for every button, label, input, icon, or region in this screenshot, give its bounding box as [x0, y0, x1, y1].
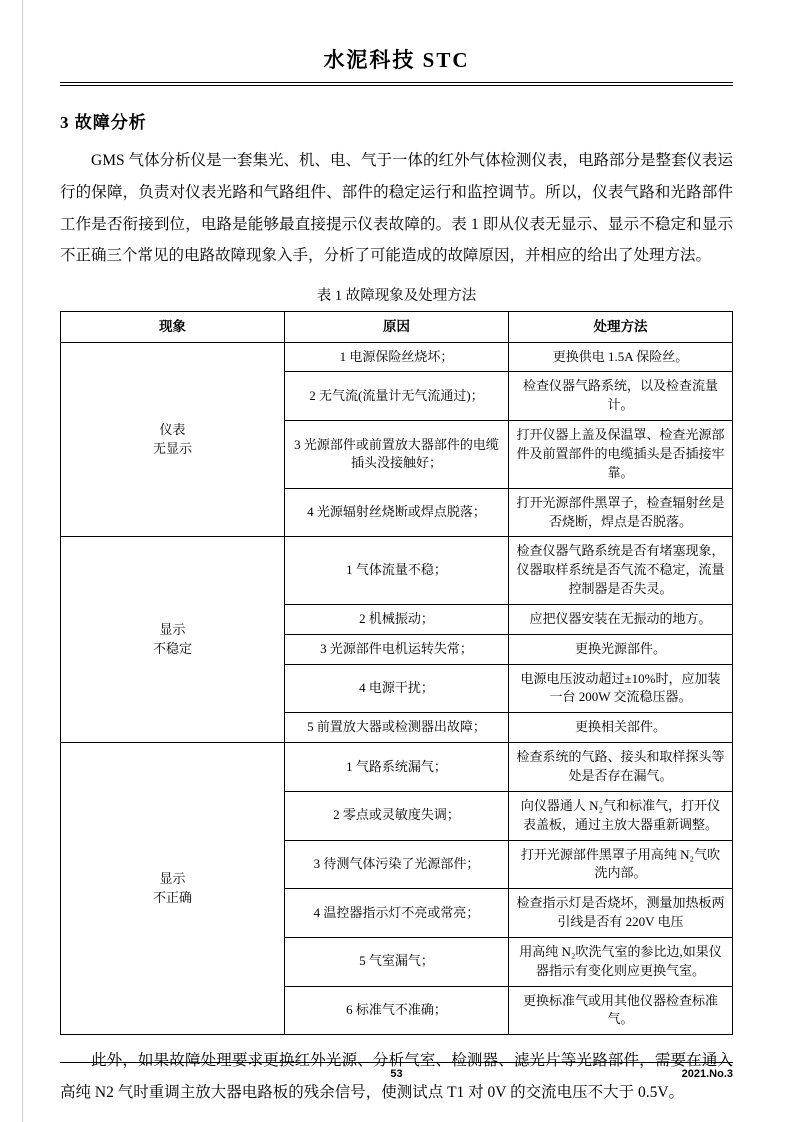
cell-phenomenon: 显示 不稳定: [61, 537, 285, 743]
table-header-phenomenon: 现象: [61, 312, 285, 343]
cell-cause: 1 气路系统漏气；: [285, 743, 509, 792]
cell-cause: 5 气室漏气；: [285, 937, 509, 986]
cell-cause: 3 光源部件或前置放大器部件的电缆插头没接触好；: [285, 421, 509, 489]
header-rule-thick: [60, 82, 733, 83]
cell-phenomenon: 仪表 无显示: [61, 342, 285, 537]
cell-cause: 2 机械振动；: [285, 604, 509, 634]
cell-cause: 3 待测气体污染了光源部件；: [285, 840, 509, 889]
cell-method: 向仪器通人 N₂气和标准气，打开仪表盖板，通过主放大器重新调整。: [509, 791, 733, 840]
cell-cause: 4 光源辐射丝烧断或焊点脱落；: [285, 488, 509, 537]
table-row: [61, 537, 733, 605]
cell-cause: 1 电源保险丝烧坏；: [285, 342, 509, 372]
header-rule-thin: [60, 85, 733, 86]
table-body: [61, 342, 733, 1035]
cell-method: 检查指示灯是否烧坏，测量加热板两引线是否有 220V 电压: [509, 889, 733, 938]
cell-cause: 6 标准气不准确；: [285, 986, 509, 1035]
table-caption: 表 1 故障现象及处理方法: [316, 288, 477, 305]
cell-method: 更换相关部件。: [509, 713, 733, 743]
footer-rule: [60, 1062, 733, 1063]
cell-method: 打开仪器上盖及保温罩、检查光源部件及前置部件的电缆插头是否插接牢靠。: [509, 421, 733, 489]
journal-header-title: 水泥科技 STC: [323, 48, 470, 72]
cell-method: 更换光源部件。: [509, 634, 733, 664]
cell-phenomenon: 显示 不正确: [61, 743, 285, 1035]
cell-method: 应把仪器安装在无振动的地方。: [509, 604, 733, 634]
cell-cause: 3 光源部件电机运转失常；: [285, 634, 509, 664]
cell-method: 检查仪器气路系统是否有堵塞现象，仪器取样系统是否气流不稳定，流量控制器是否失灵。: [509, 537, 733, 605]
fault-table: [60, 311, 733, 1035]
table-row: [61, 342, 733, 372]
cell-method: 打开光源部件黑罩子，检查辐射丝是否烧断，焊点是否脱落。: [509, 488, 733, 537]
cell-cause: 2 零点或灵敏度失调；: [285, 791, 509, 840]
page-content: [60, 44, 733, 1113]
table-header-row: [61, 312, 733, 343]
cell-cause: 2 无气流(流量计无气流通过)；: [285, 372, 509, 421]
cell-cause: 4 温控器指示灯不亮或常亮；: [285, 889, 509, 938]
cell-method: 打开光源部件黑罩子用高纯 N₂气吹洗内部。: [509, 840, 733, 889]
page-left-margin-strip: [0, 0, 23, 1122]
cell-method: 检查仪器气路系统，以及检查流量计。: [509, 372, 733, 421]
cell-method: 检查系统的气路、接头和取样探头等处是否存在漏气。: [509, 743, 733, 792]
footer-issue: 2021.No.3: [681, 1068, 733, 1080]
cell-cause: 5 前置放大器或检测器出故障；: [285, 713, 509, 743]
table-header-method: 处理方法: [509, 312, 733, 343]
page-footer: [60, 1062, 733, 1080]
footer-page-number: 53: [390, 1068, 403, 1080]
closing-paragraph: 此外，如果故障处理要求更换红外光源、分析气室、检测器、滤光片等光路部件，需要在通入高纯 N2 气时重调主放大器电路板的残余信号，使测试点 T1 对 0V 的交流电压不大于 0.5V。: [60, 1052, 733, 1102]
table-header-cause: 原因: [285, 312, 509, 343]
intro-paragraph: GMS 气体分析仪是一套集光、机、电、气于一体的红外气体检测仪表，电路部分是整套仪表运行的保障，负责对仪表光路和气路组件、部件的稳定运行和监控调节。所以，仪表气路和光路部件工作是否衔接到位，电路是能够最直接提示仪表故障的。表 1 即从仪表无显示、显示不稳定和显示不正确三个常见的电路故障现象入手，分析了可能造成的故障原因，并相应的给出了处理方法。: [60, 152, 733, 265]
cell-method: 用高纯 N₂吹洗气室的参比边,如果仪器指示有变化则应更换气室。: [509, 937, 733, 986]
cell-cause: 4 电源干扰；: [285, 664, 509, 713]
cell-method: 更换标准气或用其他仪器检查标准气。: [509, 986, 733, 1035]
cell-cause: 1 气体流量不稳；: [285, 537, 509, 605]
section-heading: 3 故障分析: [60, 113, 147, 132]
cell-method: 电源电压波动超过±10%时，应加装一台 200W 交流稳压器。: [509, 664, 733, 713]
table-row: [61, 743, 733, 792]
cell-method: 更换供电 1.5A 保险丝。: [509, 342, 733, 372]
